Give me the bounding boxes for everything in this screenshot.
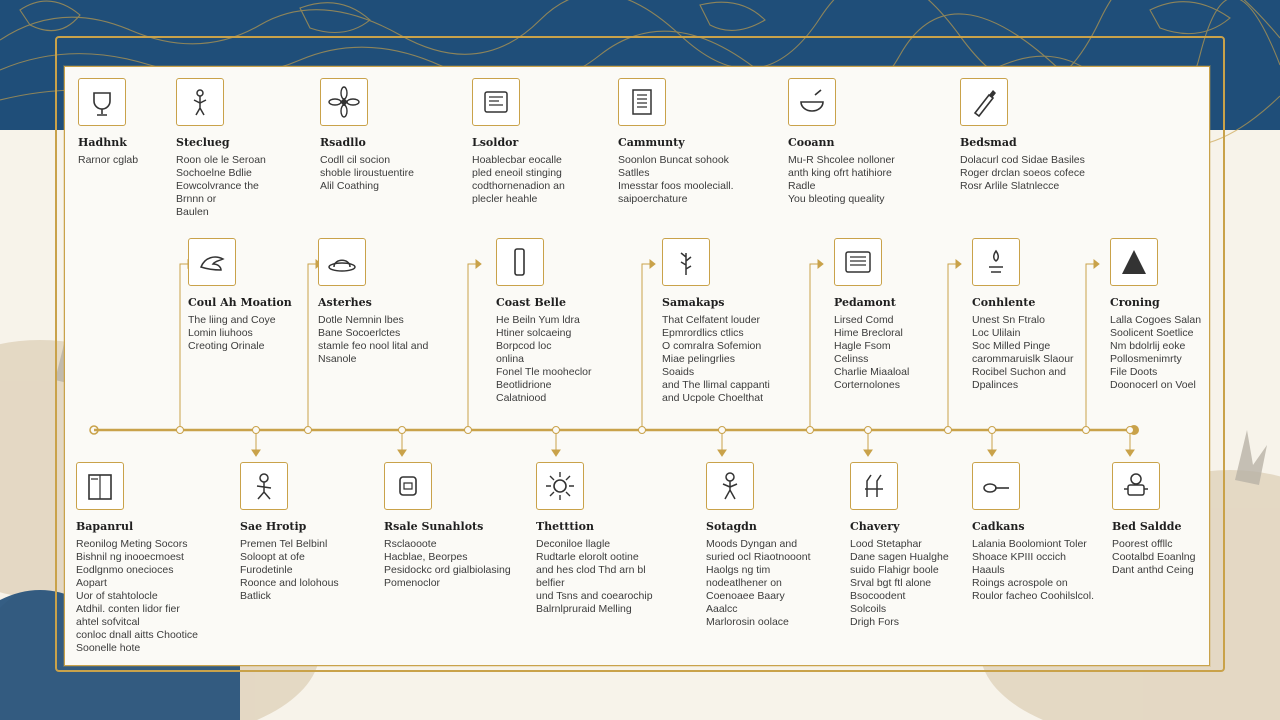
item-title: Thetttion: [536, 520, 594, 533]
item-description: Lood Stetaphar Dane sagen Hualghe suido Flahigr boole Srval bgt ftl alone Bsocoodent Solcoils Drigh Fors: [850, 538, 949, 628]
hand-icon: [188, 238, 236, 286]
brush-icon: [960, 78, 1008, 126]
item-description: Mu-R Shcolee nolloner anth king ofrt hatihiore Radle You bleoting queality: [788, 154, 895, 205]
bowl-icon: [788, 78, 836, 126]
tool-icon: [850, 462, 898, 510]
bottom-row-item: [972, 462, 1104, 603]
item-title: Coul Ah Moation: [188, 296, 292, 309]
item-title: Rsadllo: [320, 136, 366, 149]
item-description: Rsclaooote Hacblae, Beorpes Pesidockc ord gialbiolasing Pomenoclor: [384, 538, 511, 589]
item-description: Moods Dyngan and suried ocl Riaotnooont Haolgs ng tim nodeatlhener on Coenoaee Baary Aaalcc Marlorosin oolace: [706, 538, 811, 628]
top-row-item: [618, 78, 750, 206]
item-title: Rsale Sunahlots: [384, 520, 484, 533]
item-title: Sotagdn: [706, 520, 757, 533]
flower-icon: [320, 78, 368, 126]
case-icon: [834, 238, 882, 286]
dancer-icon: [706, 462, 754, 510]
chalice-icon: [78, 78, 126, 126]
top-row-item: [788, 78, 920, 206]
middle-row-item: [662, 238, 794, 405]
item-description: Unest Sn Ftralo Loc Ulilain Soc Milled Pinge carommaruislk Slaour Rocibel Suchon and Dpalinces: [972, 314, 1074, 391]
item-title: Asterhes: [318, 296, 372, 309]
potter-icon: [240, 462, 288, 510]
top-row-item: [960, 78, 1092, 193]
book-icon: [618, 78, 666, 126]
middle-row-item: [496, 238, 628, 405]
item-description: Soonlon Buncat sohook Satlles Imesstar foos mooleciall. saipoerchature: [618, 154, 734, 205]
item-title: Bed Saldde: [1112, 520, 1182, 533]
item-title: Chavery: [850, 520, 900, 533]
item-description: Roon ole le Seroan Sochoelne Bdlie Eowcolvrance the Brnnn or Baulen: [176, 154, 266, 218]
bottom-row-item: [850, 462, 982, 629]
item-title: Cammunty: [618, 136, 685, 149]
item-title: Cadkans: [972, 520, 1025, 533]
item-title: Pedamont: [834, 296, 896, 309]
item-title: Steclueg: [176, 136, 230, 149]
item-description: Dotle Nemnin lbes Bane Socoerlctes stamle feo nool lital and Nsanole: [318, 314, 429, 365]
bottom-row-item: [240, 462, 372, 603]
item-description: Codll cil socion shoble liroustuentire Alil Coathing: [320, 154, 414, 192]
scroll-icon: [472, 78, 520, 126]
middle-row-item: [834, 238, 966, 392]
item-description: Premen Tel Belbinl Soloopt at ofe Furodetinle Roonce and lolohous Batlick: [240, 538, 339, 602]
item-description: That Celfatent louder Epmrordlics ctlics O comralra Sofemion Miae pelingrlies Soaids and The llimal cappanti and Ucpole Choelthat: [662, 314, 770, 404]
item-description: The liing and Coye Lomin liuhoos Creoting Orinale: [188, 314, 276, 352]
robot-icon: [1112, 462, 1160, 510]
triangle-icon: [1110, 238, 1158, 286]
item-description: Hoablecbar eocalle pled eneoil stinging codthornenadion an plecler heahle: [472, 154, 565, 205]
item-description: Lalla Cogoes Salan Soolicent Soetlice Nm bdolrlij eoke Pollosmenimrty File Doots Doonocerl on Voel: [1110, 314, 1202, 391]
item-title: Lsoldor: [472, 136, 519, 149]
sun-icon: [536, 462, 584, 510]
bottom-row-item: [706, 462, 838, 629]
middle-row-item: [318, 238, 450, 366]
middle-row-item: [972, 238, 1104, 392]
item-title: Samakaps: [662, 296, 725, 309]
item-description: Deconiloe llagle Rudtarle elorolt ootine and hes clod Thd arn bl belfier und Tsns and coearochip Balrnlpruraid Melling: [536, 538, 653, 615]
item-description: Lirsed Comd Hime Brecloral Hagle Fsom Celinss Charlie Miaaloal Corternolones: [834, 314, 910, 391]
tablet-icon: [496, 238, 544, 286]
item-description: Lalania Boolomiont Toler Shoace KPIII occich Haauls Roings acrospole on Roulor facheo Coohilslcol.: [972, 538, 1094, 602]
kettle-icon: [384, 462, 432, 510]
top-row-item: [472, 78, 604, 206]
item-description: Dolacurl cod Sidae Basiles Roger drclan soeos cofece Rosr Arlile Slatnlecce: [960, 154, 1085, 192]
item-description: Poorest offllc Cootalbd Eoanlng Dant anthd Ceing: [1112, 538, 1196, 576]
item-title: Bedsmad: [960, 136, 1017, 149]
bottom-row-item: [536, 462, 668, 616]
item-title: Cooann: [788, 136, 835, 149]
middle-row-item: [1110, 238, 1242, 392]
figure-icon: [176, 78, 224, 126]
item-title: Coast Belle: [496, 296, 566, 309]
top-row-item: [176, 78, 308, 219]
lamp-icon: [972, 238, 1020, 286]
item-title: Hadhnk: [78, 136, 127, 149]
bottom-row-item: [1112, 462, 1244, 577]
hat-icon: [318, 238, 366, 286]
plant-icon: [662, 238, 710, 286]
bottom-row-item: [384, 462, 516, 590]
item-title: Sae Hrotip: [240, 520, 307, 533]
cabinet-icon: [76, 462, 124, 510]
item-title: Conhlente: [972, 296, 1036, 309]
item-title: Bapanrul: [76, 520, 134, 533]
item-description: Rarnor cglab: [78, 154, 139, 166]
item-description: He Beiln Yum ldra Htiner solcaeing Borpcod loc onlina Fonel Tle mooheclor Beotlidrione Calatniood: [496, 314, 592, 404]
item-description: Reonilog Meting Socors Bishnil ng inooecmoest Eodlgnmo onecioces Aopart Uor of stahtolocle Atdhil. conten lidor fier ahtel sofvitcal conloc dnall aitts Chootice Soonelle hote: [76, 538, 198, 654]
bottom-row-item: [76, 462, 208, 655]
item-title: Croning: [1110, 296, 1160, 309]
top-row-item: [320, 78, 452, 193]
spoon-icon: [972, 462, 1020, 510]
middle-row-item: [188, 238, 320, 353]
